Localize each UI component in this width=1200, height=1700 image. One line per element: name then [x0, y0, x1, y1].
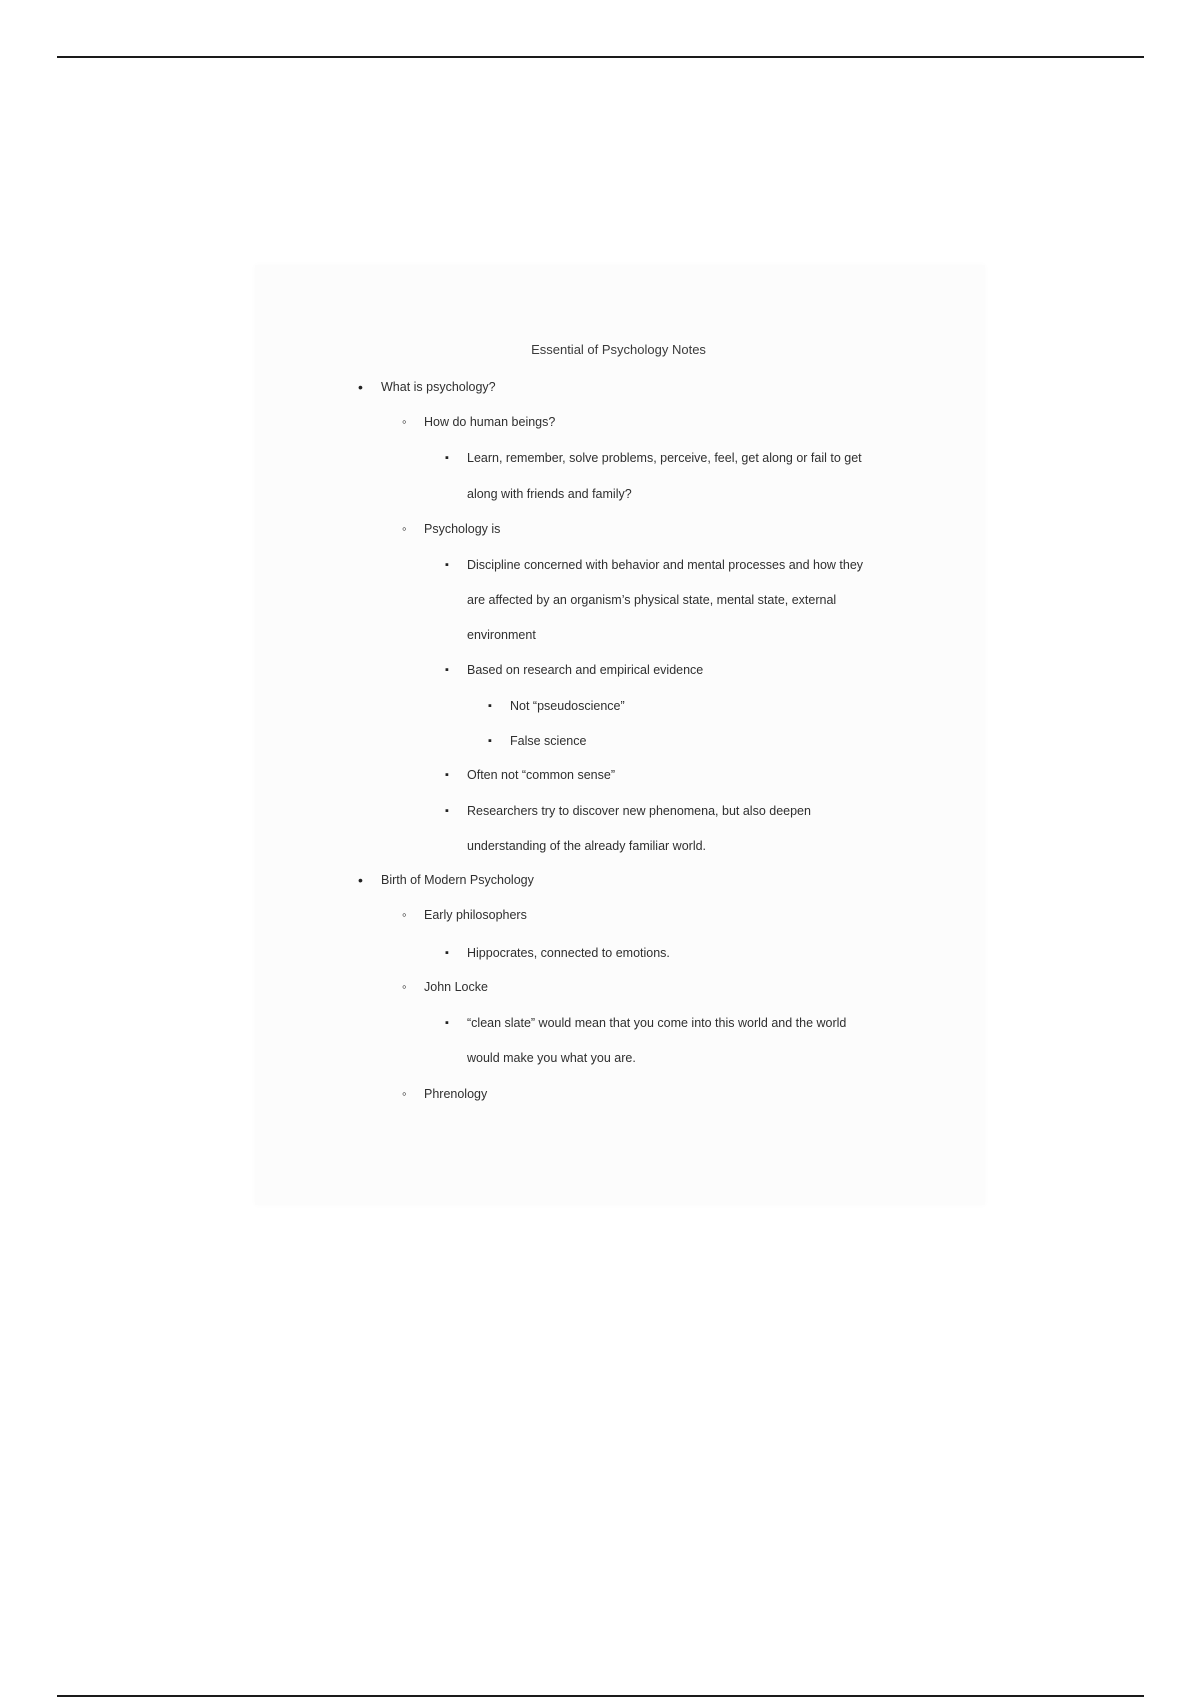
list-item: Early philosophers — [424, 908, 527, 922]
top-rule — [57, 56, 1144, 58]
bullet-marker — [445, 945, 449, 961]
list-item: How do human beings? — [424, 415, 556, 429]
bottom-rule — [57, 1695, 1144, 1697]
list-item: understanding of the already familiar world. — [467, 839, 707, 853]
list-item: What is psychology? — [381, 380, 496, 394]
list-item: Discipline concerned with behavior and mental processes and how they — [467, 558, 864, 572]
list-item: Psychology is — [424, 522, 501, 536]
bullet-marker — [445, 767, 449, 783]
bullet-marker — [402, 414, 407, 431]
bullet-marker — [445, 450, 449, 466]
bullet-marker — [445, 1015, 449, 1031]
list-item: are affected by an organism’s physical state, mental state, external — [467, 593, 837, 607]
list-item: Phrenology — [424, 1087, 488, 1101]
bullet-marker — [445, 803, 449, 819]
list-item: Learn, remember, solve problems, perceive, feel, get along or fail to get — [467, 451, 862, 465]
bullet-marker — [402, 979, 407, 996]
list-item: environment — [467, 628, 536, 642]
bullet-marker — [488, 733, 492, 749]
list-item: Hippocrates, connected to emotions. — [467, 946, 670, 960]
bullet-marker — [445, 662, 449, 678]
bullet-marker — [402, 907, 407, 924]
bullet-marker — [358, 379, 363, 397]
bullet-marker — [402, 1086, 407, 1103]
bullet-marker — [488, 698, 492, 714]
document-title: Essential of Psychology Notes — [531, 342, 706, 357]
list-item: Birth of Modern Psychology — [381, 873, 534, 887]
bullet-marker — [358, 872, 363, 890]
list-item: would make you what you are. — [467, 1051, 636, 1065]
bullet-marker — [445, 557, 449, 573]
list-item: Researchers try to discover new phenomena, but also deepen — [467, 804, 811, 818]
list-item: Not “pseudoscience” — [510, 699, 625, 713]
list-item: “clean slate” would mean that you come into this world and the world — [467, 1016, 847, 1030]
list-item: along with friends and family? — [467, 487, 632, 501]
bullet-marker — [402, 521, 407, 538]
list-item: John Locke — [424, 980, 488, 994]
list-item: Often not “common sense” — [467, 768, 615, 782]
list-item: False science — [510, 734, 587, 748]
list-item: Based on research and empirical evidence — [467, 663, 704, 677]
